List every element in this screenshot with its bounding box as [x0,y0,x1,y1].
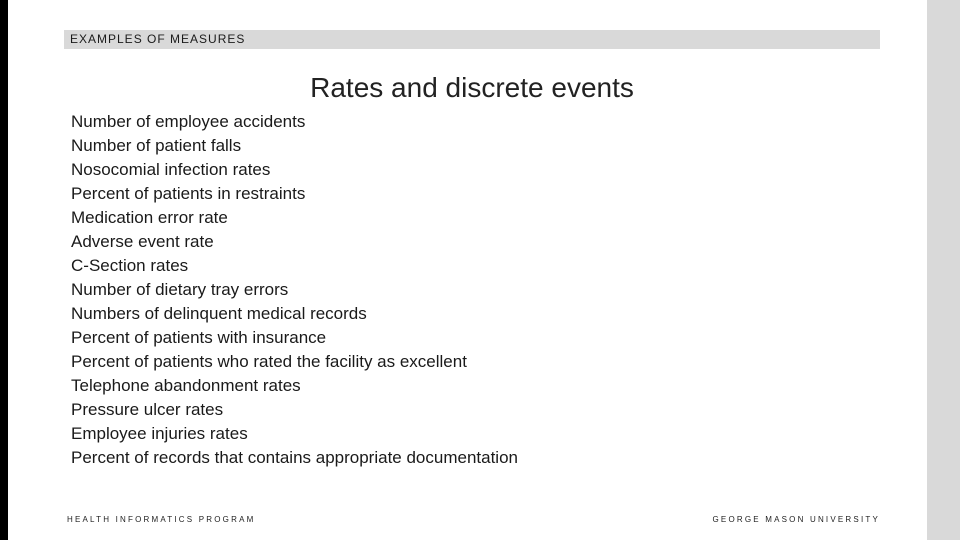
measure-item: Pressure ulcer rates [71,400,224,419]
measure-item: Adverse event rate [71,232,214,251]
measure-item: Number of patient falls [71,136,242,155]
measure-item: Nosocomial infection rates [71,160,271,179]
measure-item: Employee injuries rates [71,424,248,443]
slide-title: Rates and discrete events [310,72,634,103]
footer-program-name: HEALTH INFORMATICS PROGRAM [67,515,256,524]
measure-item: Number of dietary tray errors [71,280,289,299]
section-label: EXAMPLES OF MEASURES [70,32,246,46]
measure-item: Percent of patients who rated the facility as excellent [71,352,467,371]
measure-item: Medication error rate [71,208,228,227]
header-bar [64,30,880,49]
measure-item: Percent of patients with insurance [71,328,327,347]
measure-item: Telephone abandonment rates [71,376,301,395]
measure-item: Numbers of delinquent medical records [71,304,367,323]
measure-item: C-Section rates [71,256,189,275]
measure-item: Number of employee accidents [71,112,306,131]
measure-item: Percent of records that contains appropriate documentation [71,448,518,467]
footer-university-name: GEORGE MASON UNIVERSITY [712,515,880,524]
measure-list [71,110,518,470]
measure-item: Percent of patients in restraints [71,184,306,203]
